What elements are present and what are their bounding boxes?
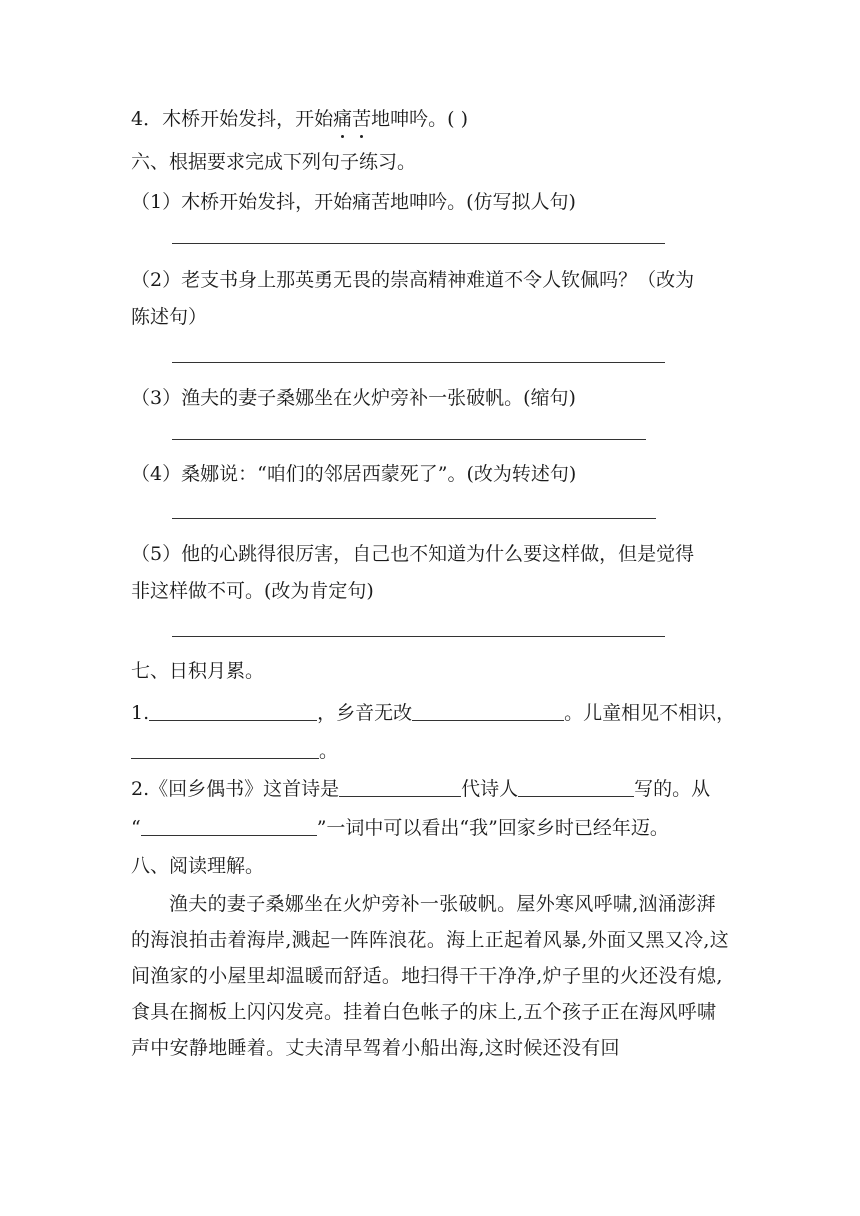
section-6-item-2: （2）老支书身上那英勇无畏的崇高精神难道不令人钦佩吗？（改为 [131,269,695,291]
section-6-item-1: （1）木桥开始发抖，开始痛苦地呻吟。(仿写拟人句) [131,191,576,213]
poem-text-7: “ [131,817,141,839]
fill-blank-5[interactable] [518,778,634,797]
poem-num-1: 1. [131,702,150,724]
question-4-suffix: 地呻吟。( ) [371,108,468,130]
question-4-prefix: 4．木桥开始发抖，开始 [131,108,334,130]
answer-line-2[interactable] [172,362,665,363]
poem-text-8: ”一词中可以看出“我”回家乡时已经年迈。 [316,817,669,839]
section-6-item-3: （3）渔夫的妻子桑娜坐在火炉旁补一张破帆。(缩句) [131,387,576,409]
fill-blank-2[interactable] [412,702,564,721]
fill-blank-4[interactable] [339,778,461,797]
poem-text-3: 。 [319,740,339,762]
passage-text: 渔夫的妻子桑娜坐在火炉旁补一张破帆。屋外寒风呼啸,汹涌澎湃的海浪拍击着海岸,溅起一阵阵浪花。海上正起着风暴,外面又黑又冷,这间渔家的小屋里却温暖而舒适。地扫得干干净净,炉子里的火还没有熄,食具在搁板上闪闪发亮。挂着白色帐子的床上,五个孩子正在海风呼啸声中安静地睡着。丈夫清早驾着小船出海,这时候还没有回 [131,893,730,1059]
poem-text-2: 。儿童相见不相识， [564,702,736,724]
emphasis-char-1: 痛 [333,104,352,131]
section-8-title: 八、阅读理解。 [131,855,265,877]
poem-text-6: 写的。从 [634,778,711,800]
fill-blank-6[interactable] [141,817,317,836]
fill-blank-1[interactable] [149,702,317,721]
poem-text-4: 2.《回乡偶书》这首诗是 [131,778,340,800]
poem-line-4 [131,813,669,840]
poem-text-1: ，乡音无改 [317,702,413,724]
reading-passage [131,886,731,1066]
emphasis-char-2: 苦 [352,104,371,131]
poem-line-1 [131,698,735,725]
answer-line-5[interactable] [172,636,665,637]
section-6-title: 六、根据要求完成下列句子练习。 [131,151,417,173]
section-6-item-5-cont: 非这样做不可。(改为肯定句) [131,580,374,602]
poem-line-3 [131,774,710,801]
section-6-item-4: （4）桑娜说：“咱们的邻居西蒙死了”。(改为转述句) [131,463,577,485]
fill-blank-3[interactable] [131,740,319,759]
section-6-item-5: （5）他的心跳得很厉害，自己也不知道为什么要这样做，但是觉得 [131,543,695,565]
section-7-title: 七、日积月累。 [131,660,265,682]
question-4 [131,104,468,131]
answer-line-3[interactable] [172,439,646,440]
section-6-item-2-cont: 陈述句） [131,306,208,328]
poem-line-2 [131,736,338,763]
poem-text-5: 代诗人 [461,778,519,800]
answer-line-4[interactable] [172,518,656,519]
answer-line-1[interactable] [172,243,665,244]
